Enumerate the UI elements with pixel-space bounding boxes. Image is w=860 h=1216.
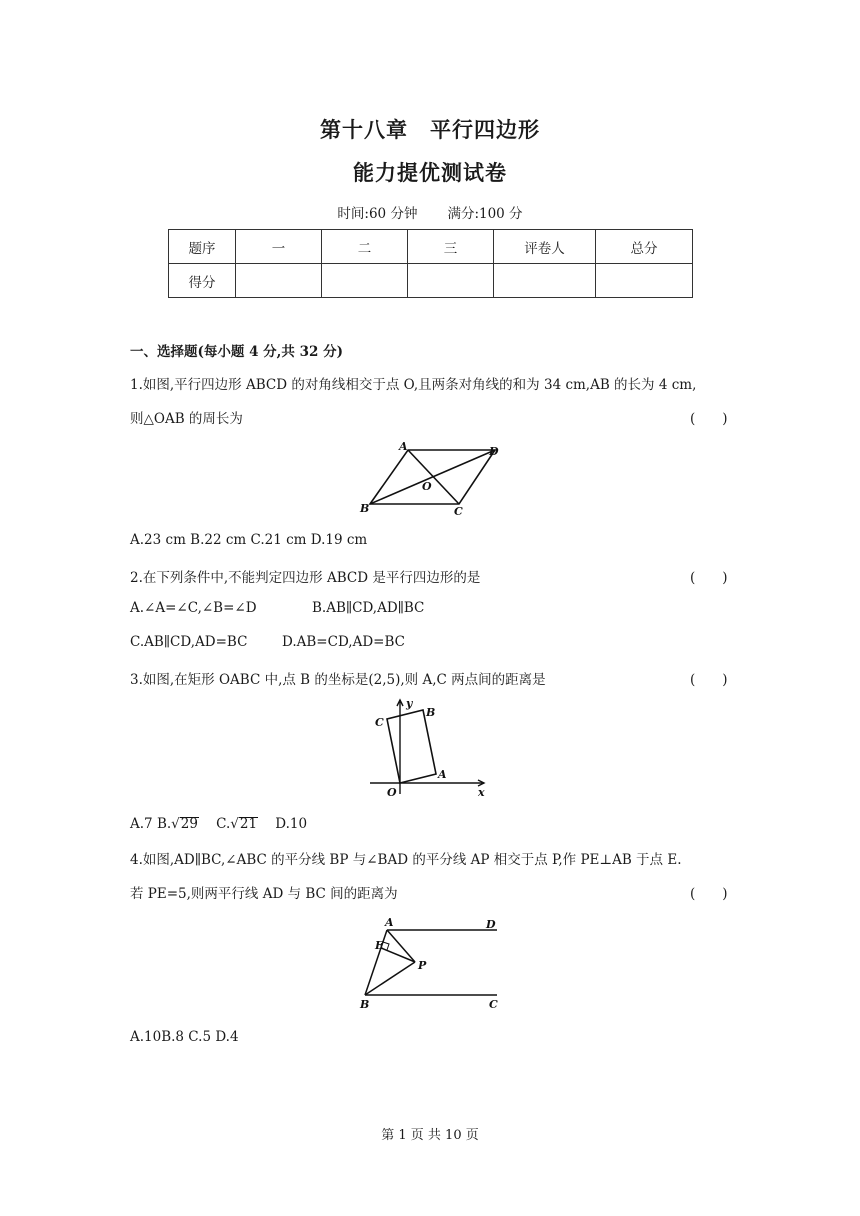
exam-info [0,202,860,222]
q3-option-b-radicand: 29 [180,816,198,832]
q1-label-a: A [399,440,408,453]
q3-option-d: D.10 [275,816,308,832]
table-cell: 评卷人 [494,230,596,264]
q4-label-d: D [486,918,496,931]
q3-stem: 3.如图,在矩形 OABC 中,点 B 的坐标是(2,5),则 A,C 两点间的距离是 [130,672,546,688]
table-row [169,230,693,264]
q3-label-c: C [375,716,384,729]
table-cell[interactable] [408,264,494,298]
q4-label-c: C [489,998,498,1011]
q3-option-c-radicand: 21 [239,816,258,832]
table-cell: 三 [408,230,494,264]
table-cell: 一 [236,230,322,264]
table-cell: 二 [322,230,408,264]
q3-option-b-prefix: B. [156,816,172,832]
q4-stem-line1: 4.如图,AD∥BC,∠ABC 的平分线 BP 与∠BAD 的平分线 AP 相交于点 P,作 PE⊥AB 于点 E. [130,852,682,868]
q3-label-o: O [387,786,397,799]
q4-parallel-lines-figure [355,912,505,1014]
table-cell: 得分 [169,264,236,298]
q1-label-c: C [454,505,463,518]
q3-label-a: A [438,768,447,781]
q4-label-e: E [375,939,384,952]
q3-options: A.7 B.√29 C.√21 D.10 [130,816,308,832]
table-cell[interactable] [596,264,693,298]
q4-label-a: A [385,916,394,929]
q1-parallelogram-figure [355,438,505,518]
q1-label-d: D [489,445,499,458]
table-cell[interactable] [494,264,596,298]
q3-answer-blank[interactable]: ( ) [690,672,728,688]
q4-label-b: B [360,998,370,1011]
q1-options: A.23 cm B.22 cm C.21 cm D.19 cm [130,532,368,548]
chapter-title: 第十八章 平行四边形 [320,117,540,142]
q1-answer-blank[interactable]: ( ) [690,411,728,427]
table-cell[interactable] [236,264,322,298]
q2-option-d: D.AB=CD,AD=BC [282,634,405,650]
q1-stem-line2: 则△OAB 的周长为 [130,411,243,427]
q2-option-c: C.AB∥CD,AD=BC [130,634,248,650]
q1-label-o: O [422,480,432,493]
section-heading: 一、选择题(每小题 4 分,共 32 分) [130,344,343,360]
q2-stem: 2.在下列条件中,不能判定四边形 ABCD 是平行四边形的是 [130,570,481,586]
q2-option-a: A.∠A=∠C,∠B=∠D [130,600,257,616]
table-cell: 题序 [169,230,236,264]
q4-options: A.10B.8 C.5 D.4 [130,1029,239,1045]
q3-label-x: x [478,786,485,799]
q3-option-c-prefix: C. [216,816,231,832]
q2-answer-blank[interactable]: ( ) [690,570,728,586]
q3-option-a: A.7 [130,816,153,832]
q4-answer-blank[interactable]: ( ) [690,886,728,902]
q1-stem-line1: 1.如图,平行四边形 ABCD 的对角线相交于点 O,且两条对角线的和为 34 cm,AB 的长为 4 cm, [130,377,697,393]
q2-option-b: B.AB∥CD,AD∥BC [312,600,425,616]
time-limit: 时间:60 分钟 [337,206,418,222]
q3-label-b: B [426,706,436,719]
score-table [168,229,693,298]
q3-rectangle-figure [362,694,497,804]
q4-label-p: P [418,959,427,972]
full-score: 满分:100 分 [447,206,523,222]
test-subtitle: 能力提优测试卷 [353,160,507,185]
q1-label-b: B [360,502,370,515]
table-cell: 总分 [596,230,693,264]
q3-label-y: y [406,697,413,710]
page-footer: 第 1 页 共 10 页 [381,1128,479,1143]
q4-stem-line2: 若 PE=5,则两平行线 AD 与 BC 间的距离为 [130,886,398,902]
table-cell[interactable] [322,264,408,298]
table-row [169,264,693,298]
